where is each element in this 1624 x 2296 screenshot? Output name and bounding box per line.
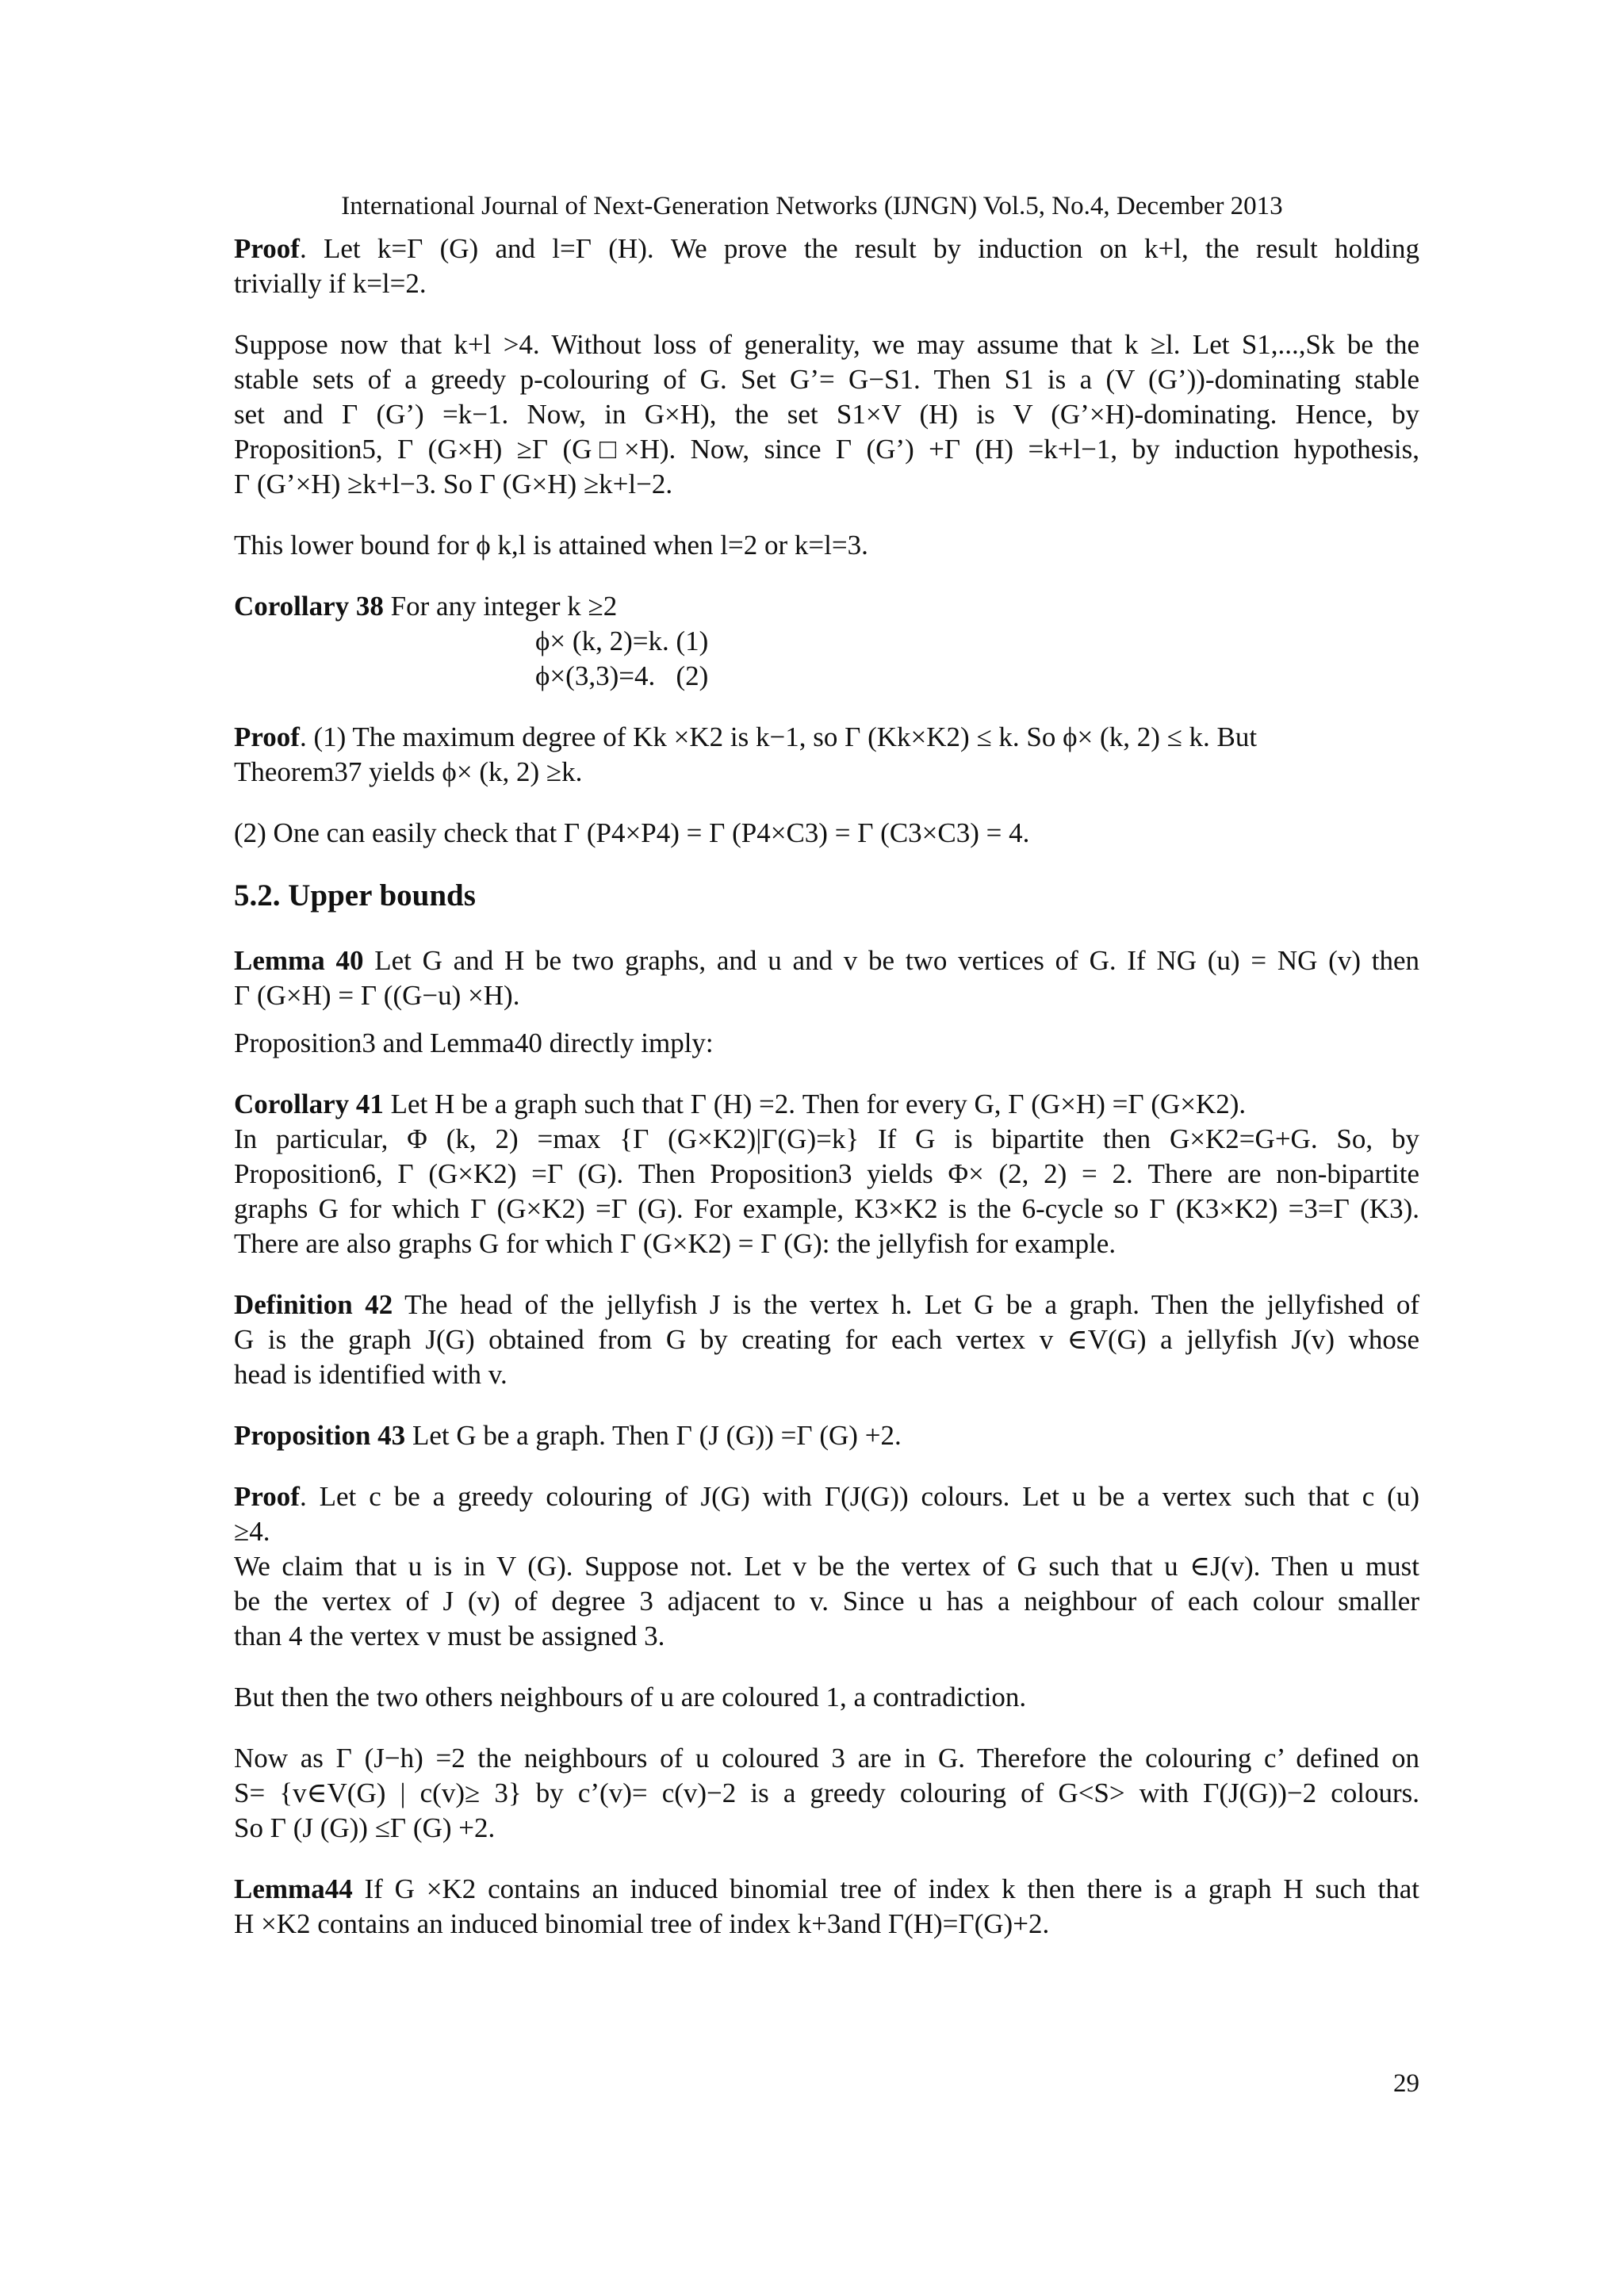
corollary-41-label: Corollary 41 xyxy=(234,1089,384,1119)
lower-bound-paragraph: This lower bound for ϕ k,l is attained when l=2 or k=l=3. xyxy=(234,530,868,561)
proof-line-2: trivially if k=l=2. xyxy=(234,268,427,299)
text-line: G is the graph J(G) obtained from G by creating for each vertex v ∈V(G) a jellyfish J(v) whose xyxy=(234,1324,1419,1355)
text-line: set and Γ (G’) =k−1. Now, in G×H), the set S1×V (H) is V (G’×H)-dominating. Hence, by xyxy=(234,399,1419,430)
lemma-40-label: Lemma 40 xyxy=(234,945,364,976)
text-line: Proposition6, Γ (G×K2) =Γ (G). Then Proposition3 yields Φ× (2, 2) = 2. There are non-bipartite xyxy=(234,1158,1419,1189)
corollary-38 xyxy=(234,589,1419,694)
text-line: Now as Γ (J−h) =2 the neighbours of u coloured 3 are in G. Therefore the colouring c’ defined on xyxy=(234,1743,1419,1774)
proof-3-line-1: Proof. Let c be a greedy colouring of J(G) with Γ(J(G)) colours. Let u be a vertex such that c (u) xyxy=(234,1481,1419,1512)
lemma-44-label: Lemma44 xyxy=(234,1873,353,1904)
proof-line-1: Proof. Let k=Γ (G) and l=Γ (H). We prove the result by induction on k+l, the result holding xyxy=(234,233,1419,264)
text-line: be the vertex of J (v) of degree 3 adjacent to v. Since u has a neighbour of each colour smaller xyxy=(234,1586,1419,1617)
proof-2-line-2: Theorem37 yields ϕ× (k, 2) ≥k. xyxy=(234,756,583,787)
check-paragraph: (2) One can easily check that Γ (P4×P4) = Γ (P4×C3) = Γ (C3×C3) = 4. xyxy=(234,817,1030,848)
text-line: So Γ (J (G)) ≤Γ (G) +2. xyxy=(234,1812,496,1843)
definition-42-line-1: Definition 42 The head of the jellyfish J is the vertex h. Let G be a graph. Then the jellyfished of xyxy=(234,1289,1419,1320)
text-line: than 4 the vertex v must be assigned 3. xyxy=(234,1621,665,1651)
lemma-44 xyxy=(234,1872,1419,1942)
text-line: head is identified with v. xyxy=(234,1359,508,1390)
corollary-41-line-1: Corollary 41 Let H be a graph such that Γ (H) =2. Then for every G, Γ (G×H) =Γ (G×K2). xyxy=(234,1089,1247,1119)
page-number: 29 xyxy=(1393,2069,1419,2098)
corollary-38-label: Corollary 38 xyxy=(234,591,384,622)
text-line: Suppose now that k+l >4. Without loss of generality, we may assume that k ≥l. Let S1,...,Sk be the xyxy=(234,329,1419,360)
lemma-40 xyxy=(234,943,1419,1013)
proof-label: Proof xyxy=(234,721,300,752)
induction-paragraph xyxy=(234,327,1419,502)
section-heading: 5.2. Upper bounds xyxy=(234,878,476,913)
text-line: There are also graphs G for which Γ (G×K2) = Γ (G): the jellyfish for example. xyxy=(234,1228,1116,1259)
proof-paragraph-1 xyxy=(234,232,1419,301)
equation-1: ϕ× (k, 2)=k. (1) xyxy=(535,626,709,656)
lemma-40-line-1: Lemma 40 Let G and H be two graphs, and u and v be two vertices of G. If NG (u) = NG (v) then xyxy=(234,945,1419,976)
definition-42 xyxy=(234,1288,1419,1392)
equation-2: ϕ×(3,3)=4. (2) xyxy=(535,660,709,691)
proof-paragraph-2 xyxy=(234,720,1419,790)
text-line: In particular, Φ (k, 2) =max {Γ (G×K2)|Γ(G)=k} If G is bipartite then G×K2=G+G. So, by xyxy=(234,1123,1419,1154)
text-line: stable sets of a greedy p-colouring of G. Set G’= G−S1. Then S1 is a (V (G’))-dominating stable xyxy=(234,364,1419,395)
corollary-38-statement: Corollary 38 For any integer k ≥2 xyxy=(234,591,618,622)
imply-paragraph: Proposition3 and Lemma40 directly imply: xyxy=(234,1027,714,1058)
proposition-43 xyxy=(234,1418,1419,1453)
proposition-43-statement: Proposition 43 Let G be a graph. Then Γ (J (G)) =Γ (G) +2. xyxy=(234,1420,902,1451)
text-line: graphs G for which Γ (G×K2) =Γ (G). For example, K3×K2 is the 6-cycle so Γ (K3×K2) =3=Γ (K3). xyxy=(234,1193,1419,1224)
now-as-paragraph xyxy=(234,1741,1419,1846)
text-line: Γ (G’×H) ≥k+l−3. So Γ (G×H) ≥k+l−2. xyxy=(234,469,673,499)
text-line: Proposition5, Γ (G×H) ≥Γ (G□×H). Now, since Γ (G’) +Γ (H) =k+l−1, by induction hypothesis, xyxy=(234,434,1419,465)
proposition-43-label: Proposition 43 xyxy=(234,1420,406,1451)
corollary-41 xyxy=(234,1087,1419,1261)
lemma-44-line-1: Lemma44 If G ×K2 contains an induced binomial tree of index k then there is a graph H such that xyxy=(234,1873,1419,1904)
proof-2-line-1: Proof. (1) The maximum degree of Kk ×K2 is k−1, so Γ (Kk×K2) ≤ k. So ϕ× (k, 2) ≤ k. But xyxy=(234,721,1258,752)
lemma-40-line-2: Γ (G×H) = Γ ((G−u) ×H). xyxy=(234,980,520,1011)
proof-paragraph-3 xyxy=(234,1479,1419,1654)
proof-label: Proof xyxy=(234,233,300,264)
text-line: S= {v∈V(G) | c(v)≥ 3} by c’(v)= c(v)−2 is a greedy colouring of G<S> with Γ(J(G))−2 colours. xyxy=(234,1777,1419,1808)
definition-42-label: Definition 42 xyxy=(234,1289,393,1320)
proof-label: Proof xyxy=(234,1481,300,1512)
contradiction-paragraph: But then the two others neighbours of u are coloured 1, a contradiction. xyxy=(234,1682,1027,1712)
text-line: ≥4. xyxy=(234,1516,270,1547)
page-body xyxy=(234,232,1419,1968)
text-line: We claim that u is in V (G). Suppose not. Let v be the vertex of G such that u ∈J(v). Then u must xyxy=(234,1551,1419,1582)
running-header: International Journal of Next-Generation Networks (IJNGN) Vol.5, No.4, December 2013 xyxy=(341,192,1283,220)
text-line: H ×K2 contains an induced binomial tree of index k+3and Γ(H)=Γ(G)+2. xyxy=(234,1908,1050,1939)
